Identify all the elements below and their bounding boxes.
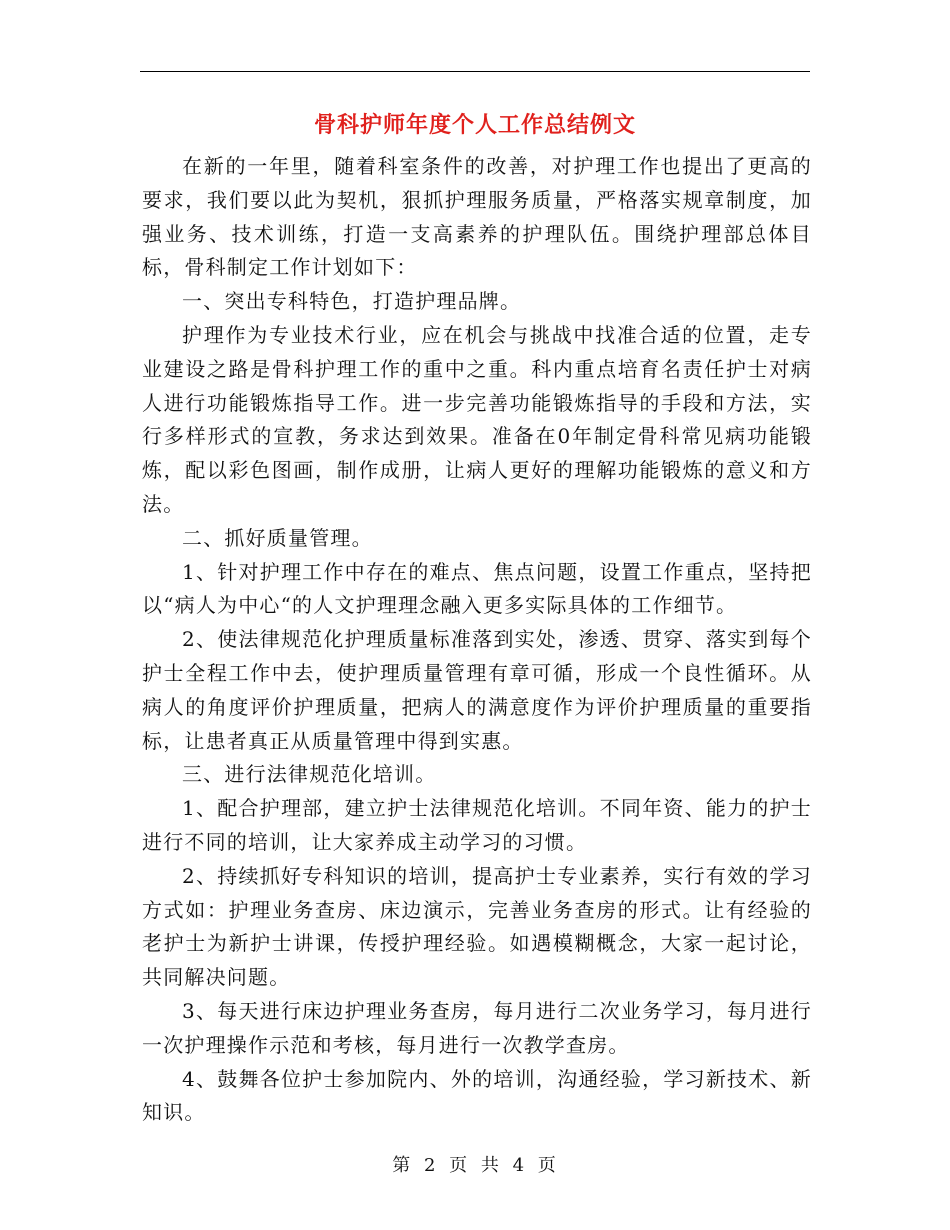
header-rule [140, 71, 810, 72]
paragraph-section-1: 护理作为专业技术行业，应在机会与挑战中找准合适的位置，走专业建设之路是骨科护理工作的重中之重。科内重点培育名责任护士对病人进行功能锻炼指导工作。进一步完善功能锻炼指导的手段和方法，实行多样形式的宣教，务求达到效果。准备在0年制定骨科常见病功能锻炼，配以彩色图画，制作成册，让病人更好的理解功能锻炼的意义和方法。 [142, 322, 812, 516]
list-item-3-1: 1、配合护理部，建立护士法律规范化培训。不同年资、能力的护士进行不同的培训，让大家养成主动学习的习惯。 [142, 796, 812, 854]
section-heading-1: 一、突出专科特色，打造护理品牌。 [182, 289, 522, 314]
list-item-3-4: 4、鼓舞各位护士参加院内、外的培训，沟通经验，学习新技术、新知识。 [142, 1066, 812, 1125]
section-heading-2: 二、抓好质量管理。 [182, 525, 373, 550]
paragraph-intro: 在新的一年里，随着科室条件的改善，对护理工作也提出了更高的要求，我们要以此为契机，狠抓护理服务质量，严格落实规章制度，加强业务、技术训练，打造一支高素养的护理队伍。围绕护理部总体目标，骨科制定工作计划如下： [142, 154, 812, 280]
section-heading-3: 三、进行法律规范化培训。 [182, 762, 437, 787]
document-body [142, 150, 812, 1130]
document-title: 骨科护师年度个人工作总结例文 [313, 112, 636, 138]
list-item-2-2: 2、使法律规范化护理质量标准落到实处，渗透、贯穿、落实到每个护士全程工作中去，使护理质量管理有章可循，形成一个良性循环。从病人的角度评价护理质量，把病人的满意度作为评价护理质量的重要指标，让患者真正从质量管理中得到实惠。 [142, 627, 812, 753]
list-item-3-2: 2、持续抓好专科知识的培训，提高护士专业素养，实行有效的学习方式如：护理业务查房、床边演示，完善业务查房的形式。让有经验的老护士为新护士讲课，传授护理经验。如遇模糊概念，大家一起讨论，共同解决问题。 [142, 863, 812, 990]
page-number: 第 2 页 共 4 页 [392, 1155, 558, 1176]
list-item-3-3: 3、每天进行床边护理业务查房，每月进行二次业务学习，每月进行一次护理操作示范和考核，每月进行一次教学查房。 [142, 998, 812, 1057]
list-item-2-1: 1、针对护理工作中存在的难点、焦点问题，设置工作重点，坚持把以“病人为中心“的人文护理理念融入更多实际具体的工作细节。 [142, 559, 812, 618]
